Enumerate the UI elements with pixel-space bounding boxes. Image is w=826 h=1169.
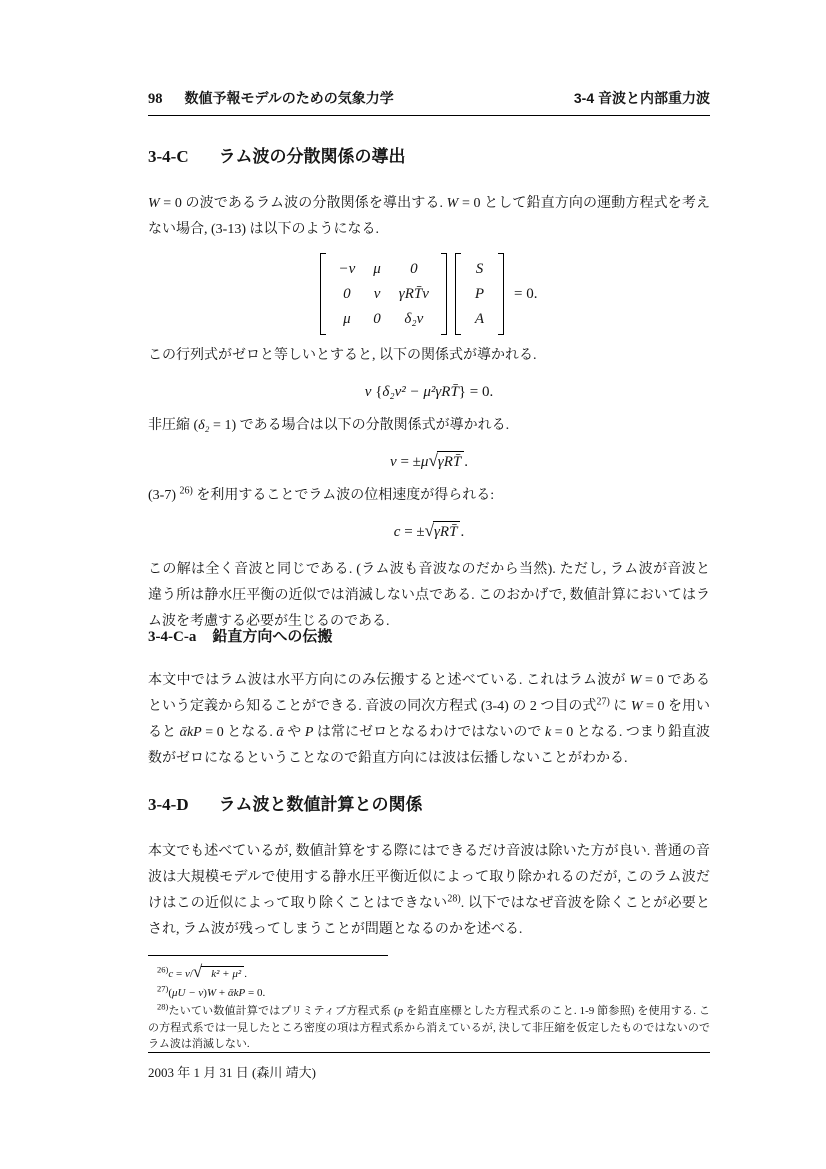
vector-cell: A (474, 311, 485, 327)
vector-cell: S (475, 261, 484, 277)
footnote-27: $^{27)}$(μU − ν)W + ᾱkP = 0. (157, 982, 266, 999)
state-vector (461, 253, 498, 335)
equation-determinant: ν {δ₂ν² − μ²γRT̄} = 0. (364, 384, 494, 400)
subsection-number: 3-4-C-a (148, 629, 197, 645)
footer-date-author: 2003 年 1 月 31 日 (森川 靖大) (148, 1065, 316, 1080)
header-left (148, 88, 394, 108)
paragraph-phase-speed: (3-7) $^{26)}$ を利用することでラム波の位相速度が得られる: (148, 485, 495, 503)
footnote-26: $^{26)}$c = ν/√ k² + μ² . (157, 962, 247, 981)
paragraph-vertical-propagation: 本文中ではラム波は水平方向にのみ伝搬すると述べている. これはラム波が W = 0 であるという定義から知ることができる. 音波の同次方程式 (3-4) の 2 つ目の式$^{27)}$ に W = 0 を用いると ᾱkP = 0 となる. ᾱ や P は常にゼロとなるわけではないので k = 0 となる. つまり鉛直波数がゼロになるということなので鉛直方向には波は伝播しないことがわかる. (148, 673, 711, 766)
equation-phase-speed: c = ±√γRT̄ . (393, 521, 465, 540)
matrix-cell: γRT̄ν (398, 286, 429, 302)
coefficient-matrix (326, 253, 440, 335)
section-3-4-D (148, 790, 710, 943)
footnote-28: $^{28)}$たいてい数値計算ではプリミティブ方程式系 (p を鉛直座標とした方程式系のこと. 1-9 節参照) を使用する. この方程式系では一見したところ密度の項は方程式系から消えているが, 決して非圧縮を仮定したものではないのでラム波は消滅しない. (148, 1001, 710, 1050)
subsection-title: 鉛直方向への伝搬 (212, 628, 333, 645)
paragraph-intro: W = 0 の波であるラム波の分散関係を導出する. W = 0 として鉛直方向の運動方程式を考えない場合, (3-13) は以下のようになる. (148, 196, 710, 237)
section-number: 3-4-C (148, 147, 189, 166)
right-bracket (441, 253, 447, 335)
section-number: 3-4-D (148, 795, 189, 814)
page-header (148, 88, 710, 116)
matrix-rhs: = 0. (514, 285, 538, 302)
matrix-cell: μ (343, 311, 351, 327)
equation-dispersion: ν = ±μ√γRT̄ . (390, 451, 468, 470)
section-3-4-C (148, 130, 710, 635)
right-bracket (498, 253, 504, 335)
vector-cell: P (474, 286, 485, 302)
paragraph-numerical-relation: 本文でも述べているが, 数値計算をする際にはできるだけ音波は除いた方が良い. 普通の音波は大規模モデルで使用する静水圧平衡近似によって取り除かれるのだが, このラム波だけはこの近似によって取り除くことはできない$^{28)}$. 以下ではなぜ音波を除くことが必要とされ, ラム波が残ってしまうことが問題となるのかを述べる. (148, 844, 711, 937)
matrix-cell: δ₂ν (404, 311, 424, 327)
equation-matrix (148, 253, 710, 335)
matrix-cell: 0 (410, 261, 418, 277)
matrix-cell: 0 (373, 311, 381, 327)
section-3-4-C-a (148, 625, 710, 772)
matrix-cell: ν (373, 286, 381, 302)
footnotes (148, 955, 710, 1055)
paragraph-determinant: この行列式がゼロと等しいとすると, 以下の関係式が導かれる. (148, 348, 537, 363)
header-book-title: 数値予報モデルのための気象力学 (184, 90, 394, 106)
matrix-cell: −ν (338, 261, 356, 277)
header-chapter-title: 3-4 音波と内部重力波 (573, 90, 710, 106)
paragraph-incompressible: 非圧縮 (δ₂ = 1) である場合は以下の分散関係式が導かれる. (148, 418, 510, 433)
paragraph-discussion: この解は全く音波と同じである. (ラム波も音波なのだから当然). ただし, ラム波が音波と違う所は静水圧平衡の近似では消滅しない点である. このおかげで, 数値計算においてはラム波を考慮する必要が生じるのである. (148, 562, 710, 629)
matrix-cell: 0 (343, 286, 351, 302)
section-title: ラム波の分散関係の導出 (218, 147, 406, 166)
footnote-rule (148, 955, 388, 956)
subsection-heading-3-4-C-a (148, 625, 710, 646)
section-heading-3-4-D (148, 790, 710, 815)
section-heading-3-4-C (148, 142, 710, 167)
matrix-cell: μ (373, 261, 381, 277)
section-title: ラム波と数値計算との関係 (218, 795, 423, 814)
page-footer (148, 1052, 710, 1081)
page-number: 98 (148, 91, 163, 107)
